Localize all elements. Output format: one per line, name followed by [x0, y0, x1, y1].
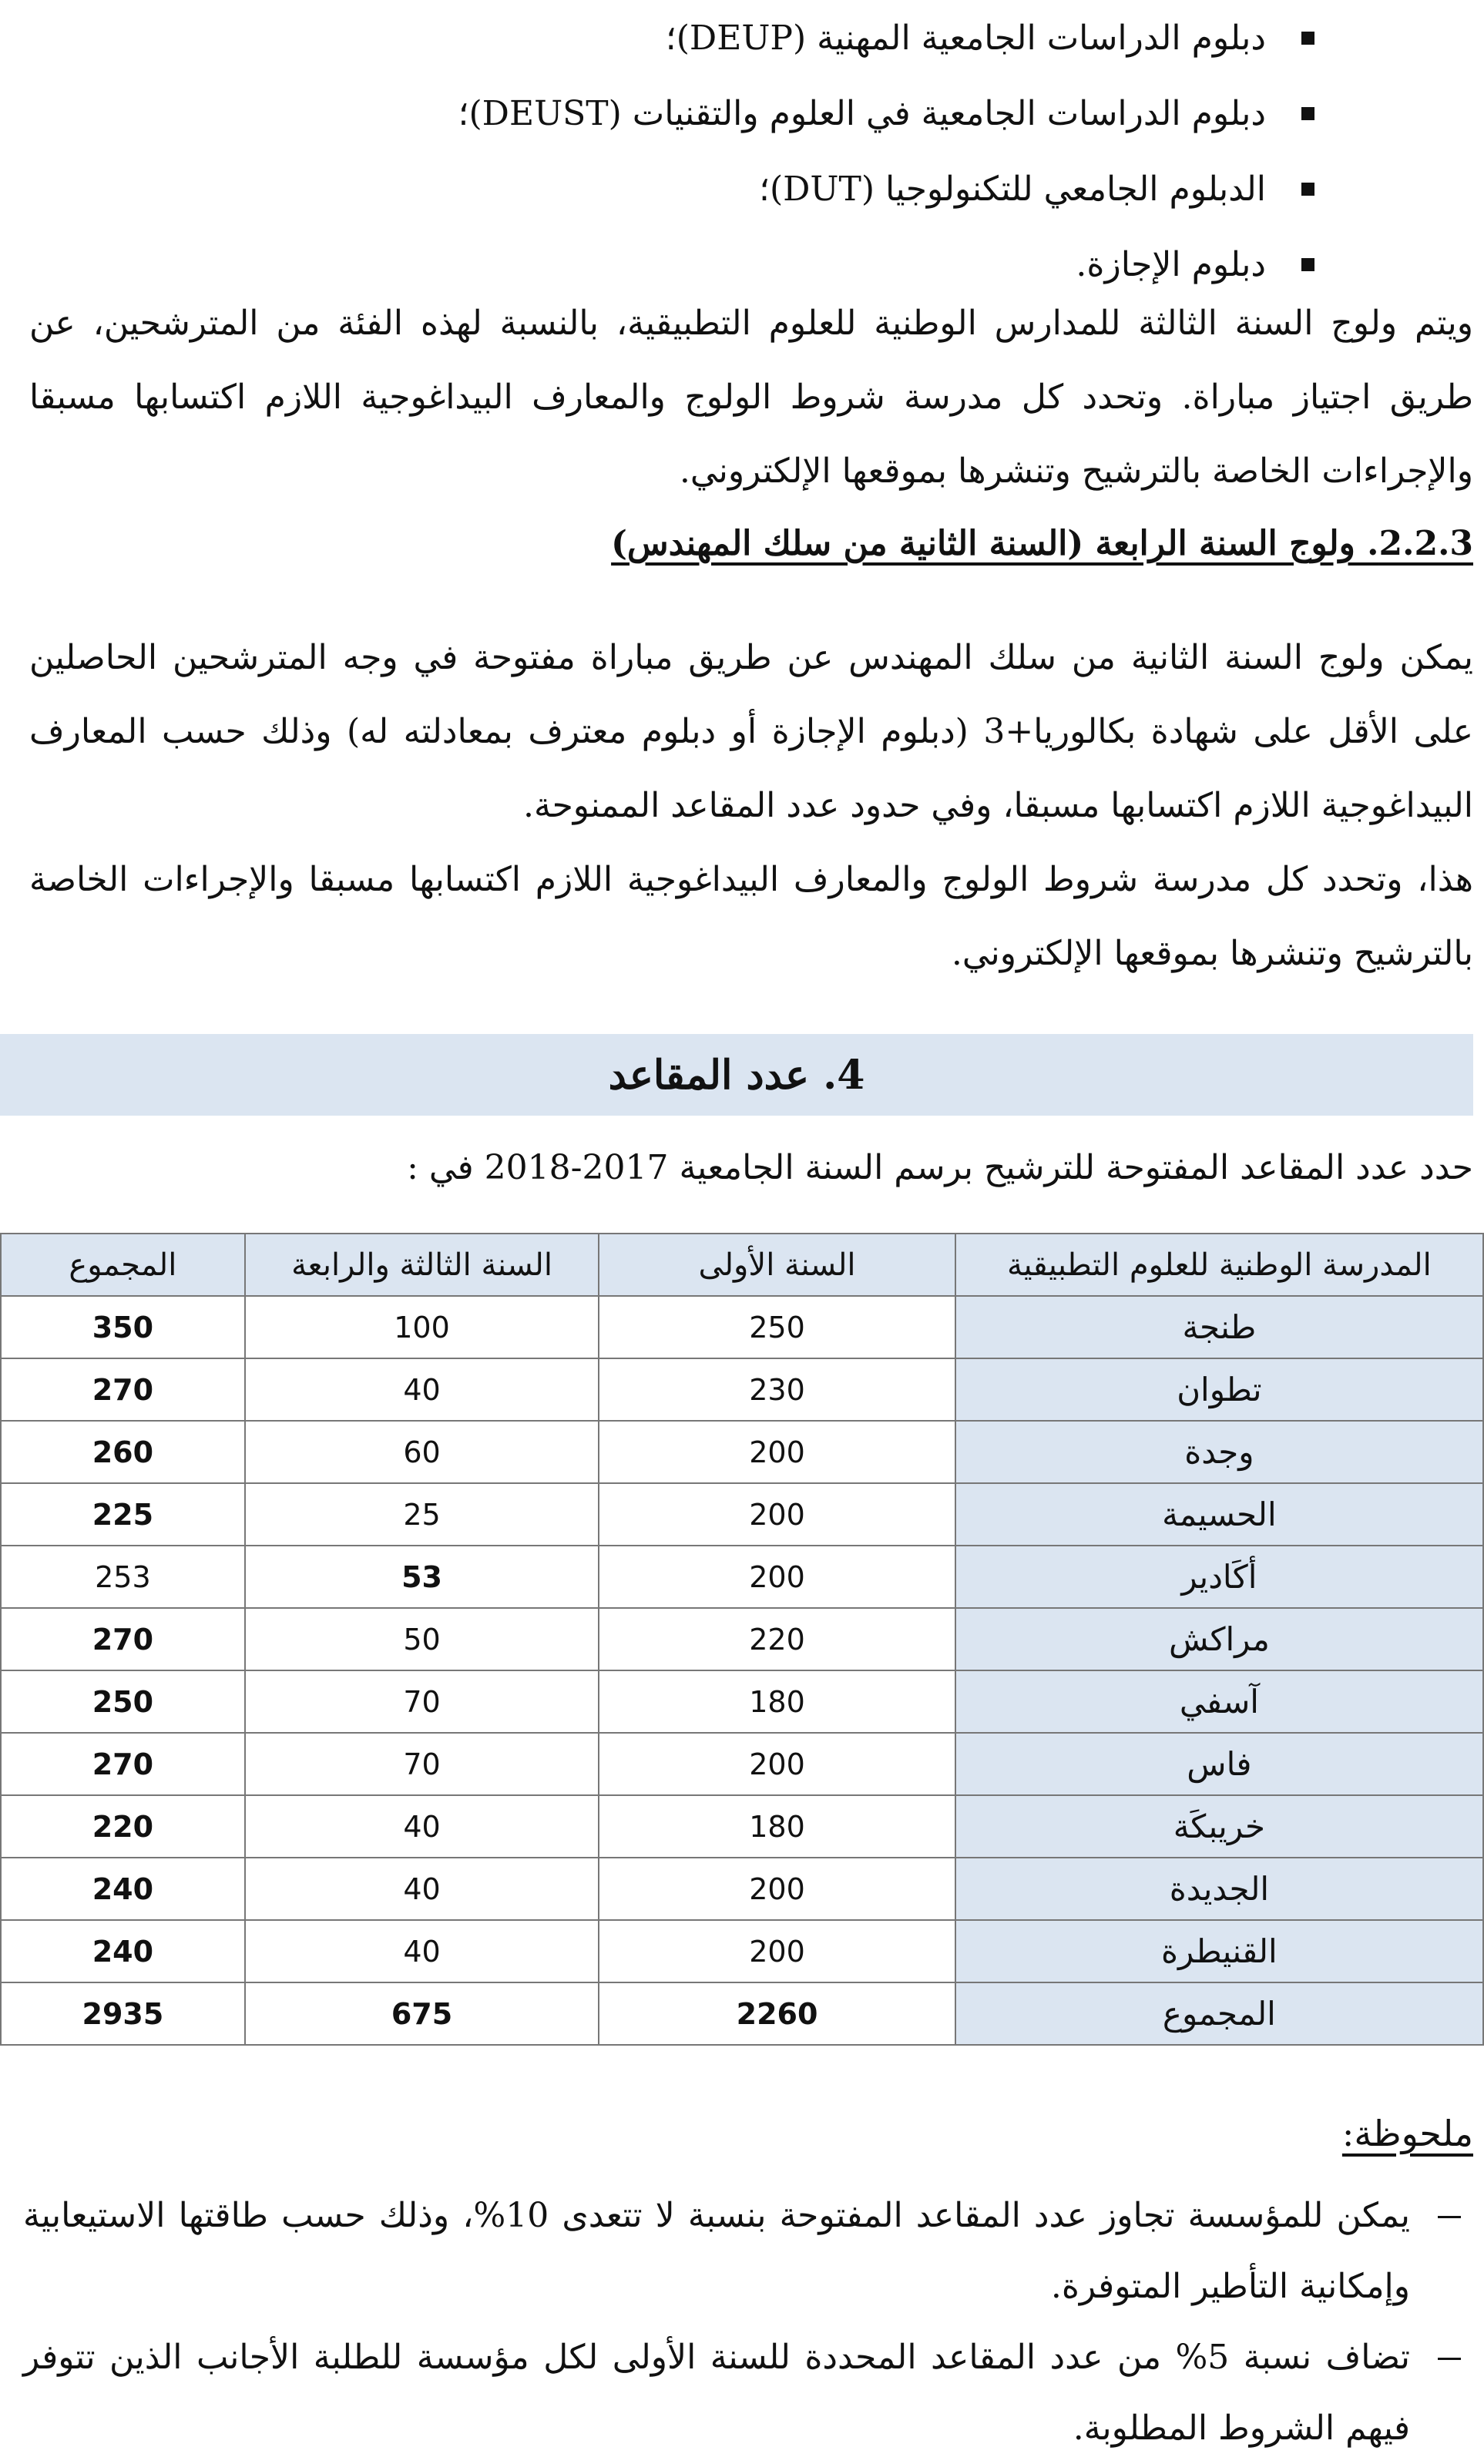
table-row — [1, 1670, 1483, 1733]
seats-table — [0, 1233, 1484, 2046]
header-school: المدرسة الوطنية للعلوم التطبيقية — [955, 1234, 1483, 1296]
diploma-list — [170, 0, 1314, 302]
third-fourth-seats: 40 — [245, 1795, 599, 1858]
total-seats: 225 — [1, 1483, 245, 1546]
third-fourth-seats: 25 — [245, 1483, 599, 1546]
first-year-seats: 250 — [599, 1296, 955, 1358]
header-first-year: السنة الأولى — [599, 1234, 955, 1296]
list-item: دبلوم الدراسات الجامعية المهنية (DEUP)؛ — [170, 0, 1314, 76]
dash-bullet-icon — [1438, 2358, 1461, 2360]
school-name: أكَادير — [955, 1546, 1483, 1608]
total-seats: 250 — [1, 1670, 245, 1733]
first-year-seats: 200 — [599, 1483, 955, 1546]
first-year-seats: 230 — [599, 1358, 955, 1421]
table-row — [1, 1733, 1483, 1795]
square-bullet-icon — [1301, 32, 1314, 45]
table-row — [1, 1795, 1483, 1858]
paragraph-conditions: هذا، وتحدد كل مدرسة شروط الولوج والمعارف البيداغوجية اللازم اكتسابها مسبقا والإجراءات الخاصة بالترشيح وتنشرها بموقعها الإلكتروني. — [29, 860, 1473, 973]
third-fourth-seats: 40 — [245, 1920, 599, 1982]
first-year-seats: 220 — [599, 1608, 955, 1670]
notes-list — [23, 2180, 1461, 2464]
total-seats: 240 — [1, 1858, 245, 1920]
square-bullet-icon — [1301, 258, 1314, 271]
note-title: ملحوظة: — [1341, 2113, 1473, 2154]
table-row — [1, 1858, 1483, 1920]
list-item: الدبلوم الجامعي للتكنولوجيا (DUT)؛ — [170, 151, 1314, 227]
table-row — [1, 1483, 1483, 1546]
first-year-seats: 200 — [599, 1546, 955, 1608]
third-fourth-seats: 100 — [245, 1296, 599, 1358]
total-seats: 270 — [1, 1358, 245, 1421]
third-fourth-seats: 53 — [245, 1546, 599, 1608]
first-year-seats: 200 — [599, 1858, 955, 1920]
table-header-row — [1, 1234, 1483, 1296]
total-seats: 220 — [1, 1795, 245, 1858]
total-seats: 270 — [1, 1608, 245, 1670]
school-name: خريبكَة — [955, 1795, 1483, 1858]
third-fourth-seats: 70 — [245, 1733, 599, 1795]
school-name: آسفي — [955, 1670, 1483, 1733]
first-year-seats: 200 — [599, 1733, 955, 1795]
table-total-row — [1, 1982, 1483, 2045]
first-year-seats: 200 — [599, 1421, 955, 1483]
section-heading: 2.2.3. ولوج السنة الرابعة (السنة الثانية من سلك المهندس) — [611, 524, 1473, 563]
paragraph-third-year: ويتم ولوج السنة الثالثة للمدارس الوطنية للعلوم التطبيقية، بالنسبة لهذه الفئة من المترشحين، عن طريق اجتياز مباراة. وتحدد كل مدرسة شروط الولوج والمعارف البيداغوجية اللازم اكتسابها مسبقا والإجراءات الخاصة بالترشيح وتنشرها بموقعها الإلكتروني. — [29, 304, 1473, 491]
total-seats: 270 — [1, 1733, 245, 1795]
table-row — [1, 1608, 1483, 1670]
table-row — [1, 1296, 1483, 1358]
table-row — [1, 1920, 1483, 1982]
school-name: مراكش — [955, 1608, 1483, 1670]
third-fourth-seats: 50 — [245, 1608, 599, 1670]
school-name: الجديدة — [955, 1858, 1483, 1920]
first-year-seats: 200 — [599, 1920, 955, 1982]
third-fourth-seats: 60 — [245, 1421, 599, 1483]
total-seats: 260 — [1, 1421, 245, 1483]
total-seats: 350 — [1, 1296, 245, 1358]
third-fourth-seats: 675 — [245, 1982, 599, 2045]
school-name: فاس — [955, 1733, 1483, 1795]
school-name: الحسيمة — [955, 1483, 1483, 1546]
square-bullet-icon — [1301, 107, 1314, 120]
total-seats: 2935 — [1, 1982, 245, 2045]
school-name: المجموع — [955, 1982, 1483, 2045]
total-seats: 253 — [1, 1546, 245, 1608]
header-total: المجموع — [1, 1234, 245, 1296]
list-item: دبلوم الدراسات الجامعية في العلوم والتقنيات (DEUST)؛ — [170, 76, 1314, 151]
note-item: تضاف نسبة 5% من عدد المقاعد المحددة للسنة الأولى لكل مؤسسة للطلبة الأجانب الذين تتوفر فيهم الشروط المطلوبة. — [23, 2322, 1461, 2464]
intro-line: حدد عدد المقاعد المفتوحة للترشيح برسم السنة الجامعية 2017-2018 في : — [407, 1148, 1473, 1187]
table-row — [1, 1421, 1483, 1483]
first-year-seats: 180 — [599, 1795, 955, 1858]
third-fourth-seats: 40 — [245, 1858, 599, 1920]
section-banner: 4. عدد المقاعد — [0, 1034, 1473, 1116]
table-row — [1, 1358, 1483, 1421]
paragraph-fourth-year: يمكن ولوج السنة الثانية من سلك المهندس عن طريق مباراة مفتوحة في وجه المترشحين الحاصلين على الأقل على شهادة بكالوريا+3 (دبلوم الإجازة أو دبلوم معترف بمعادلته له) وذلك حسب المعارف البيداغوجية اللازم اكتسابها مسبقا، وفي حدود عدد المقاعد الممنوحة. — [29, 638, 1473, 825]
total-seats: 240 — [1, 1920, 245, 1982]
square-bullet-icon — [1301, 183, 1314, 196]
first-year-seats: 180 — [599, 1670, 955, 1733]
dash-bullet-icon — [1438, 2216, 1461, 2218]
third-fourth-seats: 70 — [245, 1670, 599, 1733]
header-third-fourth-year: السنة الثالثة والرابعة — [245, 1234, 599, 1296]
school-name: تطوان — [955, 1358, 1483, 1421]
third-fourth-seats: 40 — [245, 1358, 599, 1421]
school-name: طنجة — [955, 1296, 1483, 1358]
list-item: دبلوم الإجازة. — [170, 227, 1314, 302]
note-item: يمكن للمؤسسة تجاوز عدد المقاعد المفتوحة بنسبة لا تتعدى 10%، وذلك حسب طاقتها الاستيعابية وإمكانية التأطير المتوفرة. — [23, 2180, 1461, 2322]
school-name: القنيطرة — [955, 1920, 1483, 1982]
school-name: وجدة — [955, 1421, 1483, 1483]
first-year-seats: 2260 — [599, 1982, 955, 2045]
table-row — [1, 1546, 1483, 1608]
